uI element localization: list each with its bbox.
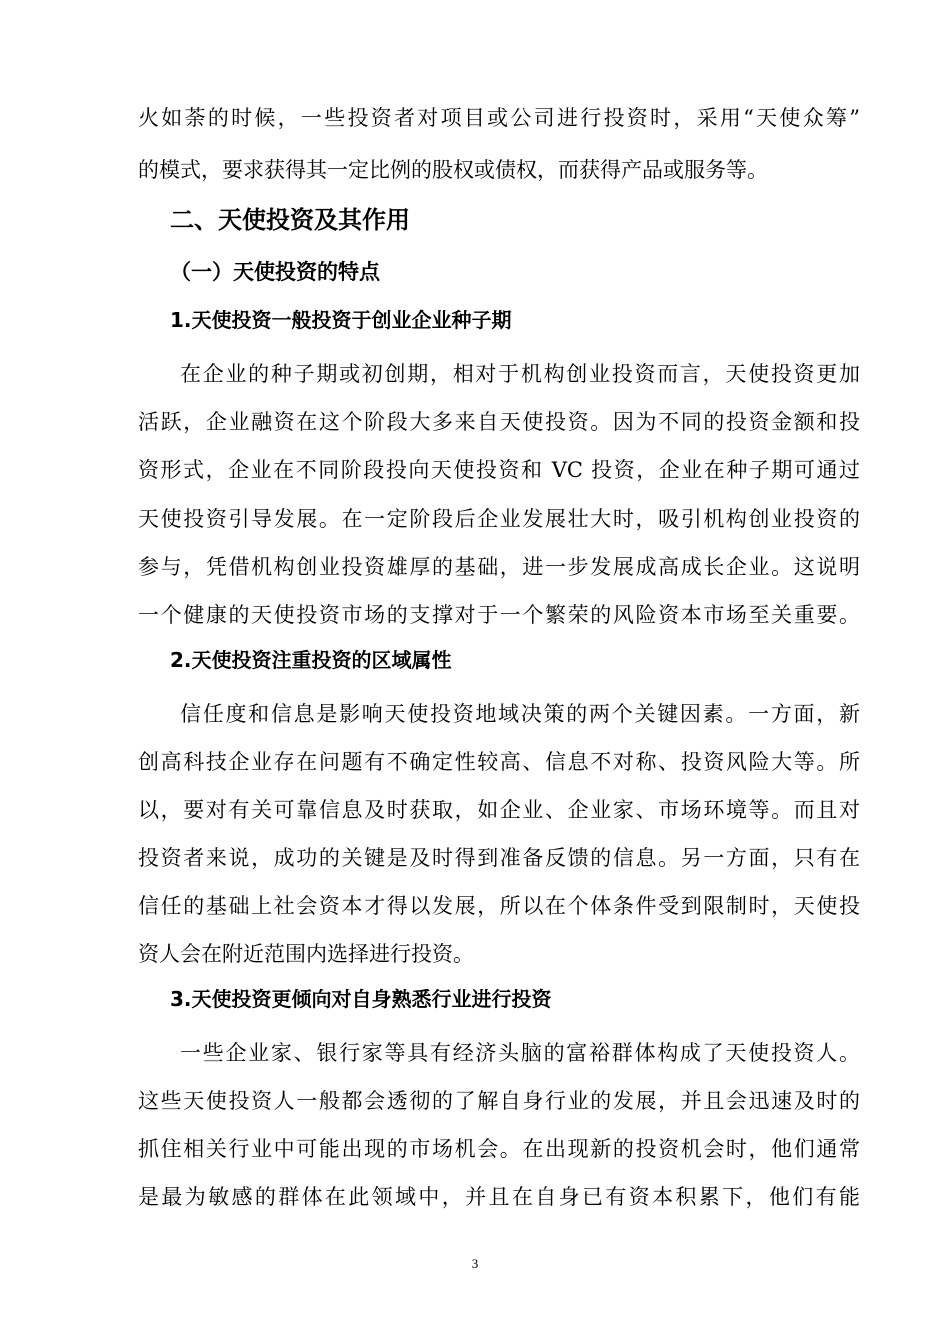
point3-line-2: 这些天使投资人一般都会透彻的了解自身行业的发展，并且会迅速及时的 bbox=[138, 1089, 860, 1113]
point-heading-3: 3.天使投资更倾向对自身熟悉行业进行投资 bbox=[170, 987, 552, 1011]
point2-line-5: 信任的基础上社会资本才得以发展，所以在个体条件受到限制时，天使投 bbox=[138, 894, 860, 918]
point3-line-3: 抓住相关行业中可能出现的市场机会。在出现新的投资机会时，他们通常 bbox=[138, 1137, 860, 1161]
page-number: 3 bbox=[471, 1256, 479, 1271]
point2-line-2: 创高科技企业存在问题有不确定性较高、信息不对称、投资风险大等。所 bbox=[138, 750, 860, 774]
point1-line-3: 资形式，企业在不同阶段投向天使投资和 VC 投资，企业在种子期可通过 bbox=[138, 458, 860, 482]
point1-line-2: 活跃，企业融资在这个阶段大多来自天使投资。因为不同的投资金额和投 bbox=[138, 410, 860, 434]
point1-line-6: 一个健康的天使投资市场的支撑对于一个繁荣的风险资本市场至关重要。 bbox=[138, 603, 860, 627]
section-heading: 二、天使投资及其作用 bbox=[170, 206, 410, 234]
point-heading-2: 2.天使投资注重投资的区域属性 bbox=[170, 648, 452, 672]
intro-line-2: 的模式，要求获得其一定比例的股权或债权，而获得产品或服务等。 bbox=[138, 158, 768, 182]
point1-line-4: 天使投资引导发展。在一定阶段后企业发展壮大时，吸引机构创业投资的 bbox=[138, 507, 860, 531]
point1-line-5: 参与，凭借机构创业投资雄厚的基础，进一步发展成高成长企业。这说明 bbox=[138, 555, 860, 579]
intro-line-1: 火如荼的时候，一些投资者对项目或公司进行投资时，采用“天使众筹” bbox=[138, 106, 860, 130]
point2-line-3: 以，要对有关可靠信息及时获取，如企业、企业家、市场环境等。而且对 bbox=[138, 798, 860, 822]
point2-line-6: 资人会在附近范围内选择进行投资。 bbox=[138, 942, 474, 966]
point-heading-1: 1.天使投资一般投资于创业企业种子期 bbox=[170, 308, 512, 332]
point2-line-4: 投资者来说，成功的关键是及时得到准备反馈的信息。另一方面，只有在 bbox=[138, 846, 860, 870]
subsection-heading: （一）天使投资的特点 bbox=[170, 260, 380, 284]
point3-line-1: 一些企业家、银行家等具有经济头脑的富裕群体构成了天使投资人。 bbox=[180, 1041, 860, 1065]
point1-line-1: 在企业的种子期或初创期，相对于机构创业投资而言，天使投资更加 bbox=[180, 362, 860, 386]
point2-line-1: 信任度和信息是影响天使投资地域决策的两个关键因素。一方面，新 bbox=[180, 702, 860, 726]
point3-line-4: 是最为敏感的群体在此领域中，并且在自身已有资本积累下，他们有能 bbox=[138, 1185, 860, 1209]
